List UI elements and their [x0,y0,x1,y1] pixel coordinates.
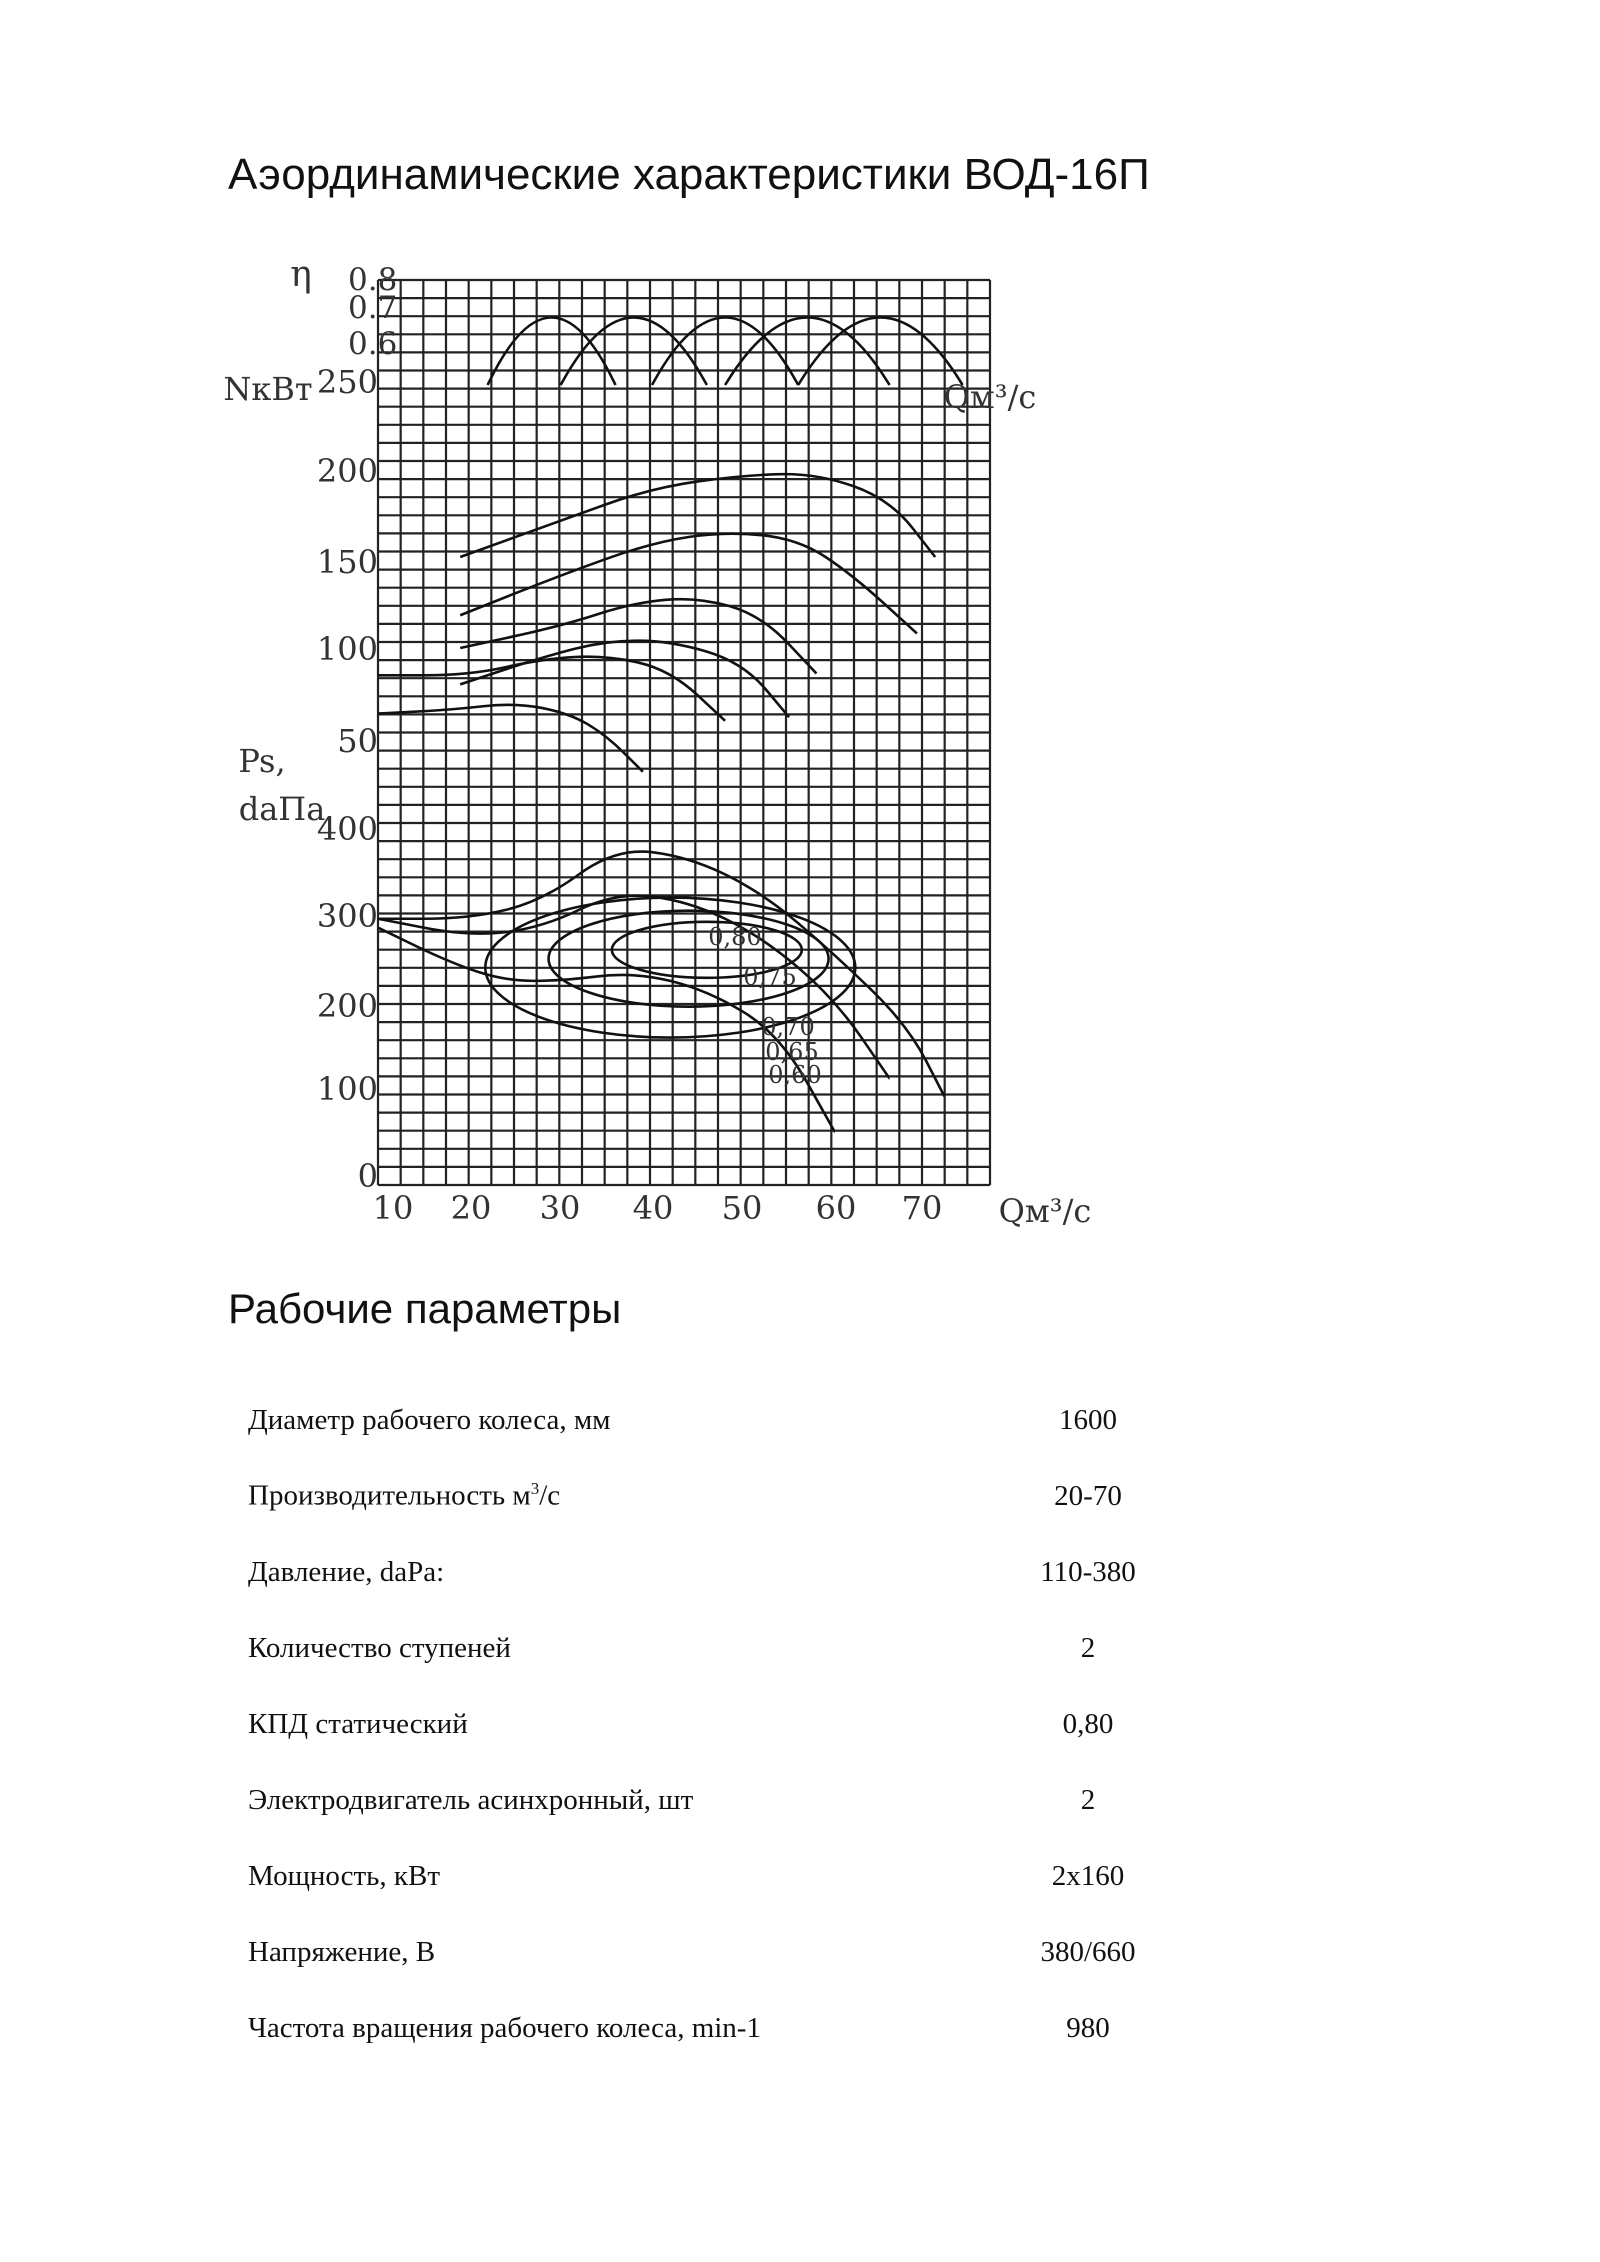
x-axis-label-upper: Qм³/с [943,378,1037,416]
power-tick-label: 50 [337,722,378,760]
param-name: КПД статический [248,1707,468,1740]
param-name: Давление, daPa: [248,1555,445,1588]
params-row [228,1382,1238,1458]
chart-labels [223,254,1091,1230]
param-value: 2 [1080,1631,1096,1664]
efficiency-curve [798,318,962,386]
x-axis-label: Qм³/с [998,1192,1092,1230]
params-row [228,1610,1238,1686]
power-tick-label: 250 [316,363,378,401]
params-table [228,1382,1238,2066]
pressure-tick-label: 400 [316,810,378,848]
power-tick-label: 200 [316,452,378,490]
param-value: 1600 [1059,1403,1117,1436]
param-value: 980 [1066,2011,1110,2044]
power-tick-label: 150 [316,543,378,581]
pressure-tick-label: 200 [316,987,378,1025]
param-value: 2x160 [1051,1859,1125,1892]
param-name: Производительность $м^3/с$ [248,1479,561,1512]
x-tick-label: 50 [721,1189,763,1227]
eta-axis-label: η [290,254,312,295]
pressure-tick-label: 300 [316,897,378,935]
power-tick-label: 100 [316,630,378,668]
params-row [228,1458,1238,1534]
param-value: 20-70 [1054,1479,1122,1512]
param-name: Частота вращения рабочего колеса, min-1 [248,2011,761,2044]
params-row [228,1990,1238,2066]
param-value: 380/660 [1040,1935,1136,1968]
param-name: Электродвигатель асинхронный, шт [248,1783,694,1816]
eta-tick-label: 0.8 [348,262,398,298]
pressure-tick-label: 0 [357,1157,378,1195]
param-value: 0,80 [1062,1707,1114,1740]
pressure-axis-label-unit: daПа [238,790,326,828]
param-value: 110-380 [1040,1555,1136,1588]
param-name: Диаметр рабочего колеса, мм [248,1403,611,1436]
eta-tick-label: 0.7 [348,290,398,326]
pressure-tick-label: 100 [316,1070,378,1108]
efficiency-label: 0,75 [743,963,797,991]
params-row [228,1534,1238,1610]
param-name: Напряжение, В [248,1935,436,1968]
param-value: 2 [1080,1783,1096,1816]
pressure-axis-label: Ps, [238,742,286,780]
params-row [228,1838,1238,1914]
chart-curves [378,318,963,1132]
param-name: Мощность, кВт [248,1859,441,1892]
efficiency-curve [488,318,616,386]
power-axis-label: NкВт [223,370,313,408]
params-row [228,1762,1238,1838]
efficiency-label: 0,60 [768,1061,822,1089]
x-tick-label: 60 [815,1189,857,1227]
efficiency-label: 0,80 [708,923,762,951]
x-tick-label: 10 [372,1189,414,1227]
x-tick-label: 40 [632,1189,674,1227]
params-row [228,1686,1238,1762]
efficiency-label: 0,70 [761,1013,815,1041]
chart-grid [378,280,990,1185]
x-tick-label: 20 [450,1189,492,1227]
param-name: Количество ступеней [248,1631,511,1664]
power-curve [460,534,917,634]
x-tick-label: 30 [539,1189,581,1227]
x-tick-label: 70 [901,1189,943,1227]
section-title-aerodynamics: Аэординамические характеристики ВОД-16П [228,150,1150,199]
section-title-params: Рабочие параметры [228,1285,622,1332]
eta-tick-label: 0.6 [348,326,398,362]
efficiency-label: 0,65 [765,1038,819,1066]
params-row [228,1914,1238,1990]
efficiency-curve [725,318,889,386]
